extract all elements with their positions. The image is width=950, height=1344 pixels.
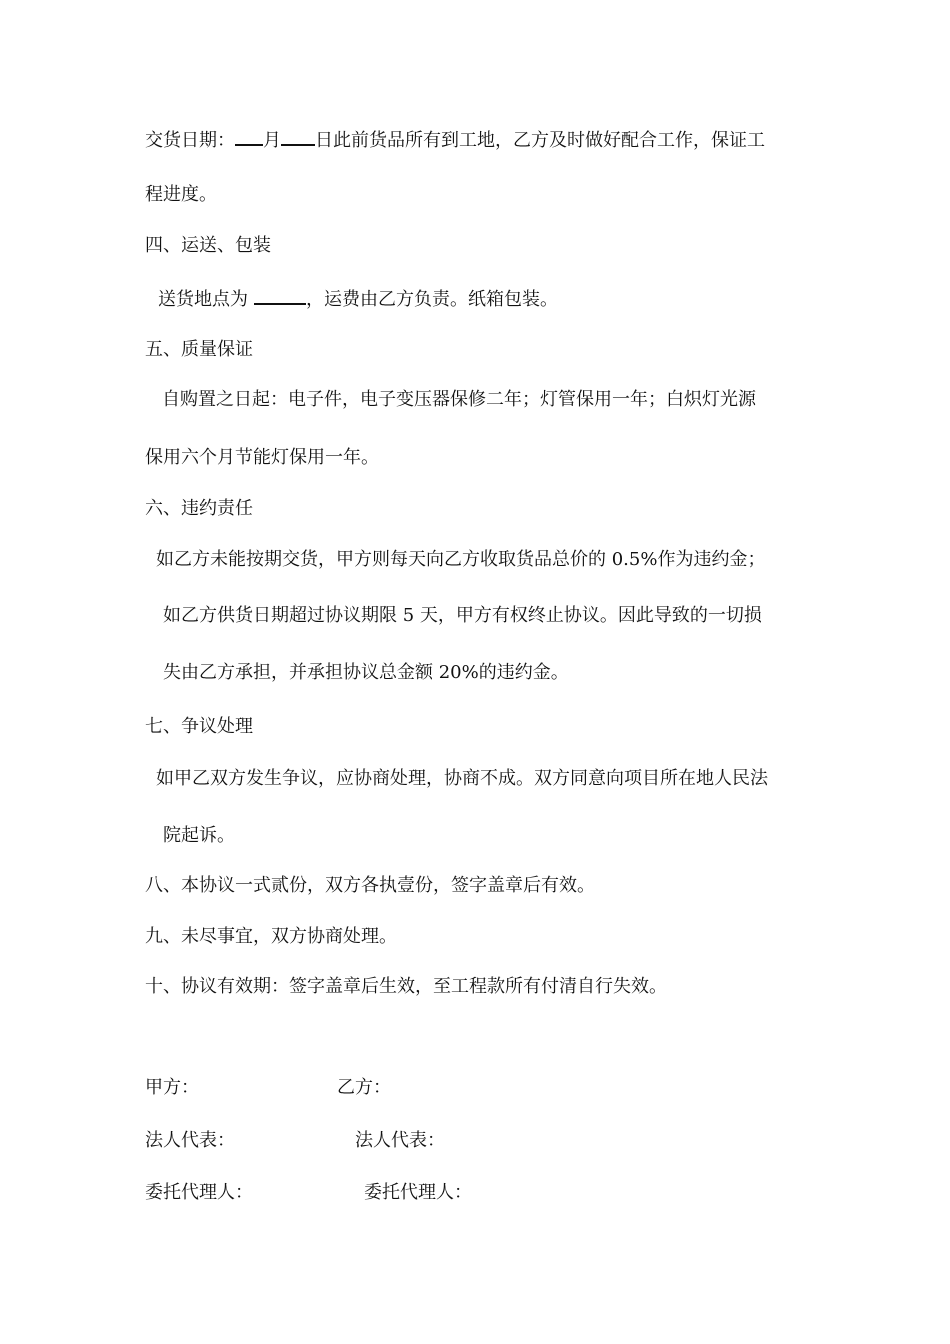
section-5-body-line-1: 自购置之日起：电子件，电子变压器保修二年；灯管保用一年；白炽灯光源 [162, 389, 756, 410]
section-6-body-line-1: 如乙方未能按期交货，甲方则每天向乙方收取货品总价的 0.5%作为违约金； [156, 549, 766, 570]
party-b-label: 乙方： [337, 1077, 391, 1098]
day-blank[interactable] [281, 126, 315, 146]
section-7-body-line-2: 院起诉。 [163, 825, 235, 846]
party-a-label: 甲方： [145, 1077, 199, 1098]
delivery-date-line [145, 126, 765, 153]
delivery-date-text-cont: 程进度。 [145, 184, 217, 205]
month-blank[interactable] [235, 126, 263, 146]
delivery-location-blank[interactable] [254, 285, 306, 305]
section-8: 八、本协议一式贰份，双方各执壹份，签字盖章后有效。 [145, 875, 595, 896]
section-4-heading: 四、运送、包装 [145, 235, 271, 256]
party-b-agent-label: 委托代理人： [364, 1182, 472, 1203]
section-6-body-line-2: 如乙方供货日期超过协议期限 5 天，甲方有权终止协议。因此导致的一切损 [163, 605, 762, 626]
delivery-location-label: 送货地点为 [158, 289, 248, 310]
section-6-body-line-3: 失由乙方承担，并承担协议总金额 20%的违约金。 [163, 662, 569, 683]
section-5-heading: 五、质量保证 [145, 339, 253, 360]
delivery-date-text: 日此前货品所有到工地，乙方及时做好配合工作，保证工 [315, 130, 765, 151]
delivery-date-label: 交货日期： [145, 130, 235, 151]
section-7-heading: 七、争议处理 [145, 716, 253, 737]
section-5-body-line-2: 保用六个月节能灯保用一年。 [145, 447, 379, 468]
section-4-body [158, 285, 558, 312]
party-b-legal-rep-label: 法人代表： [355, 1130, 445, 1151]
section-9: 九、未尽事宜，双方协商处理。 [145, 926, 397, 947]
section-6-heading: 六、违约责任 [145, 498, 253, 519]
party-a-legal-rep-label: 法人代表： [145, 1130, 235, 1151]
section-7-body-line-1: 如甲乙双方发生争议，应协商处理，协商不成。双方同意向项目所在地人民法 [156, 768, 768, 789]
month-label: 月 [263, 130, 281, 151]
section-10: 十、协议有效期：签字盖章后生效，至工程款所有付清自行失效。 [145, 976, 667, 997]
party-a-agent-label: 委托代理人： [145, 1182, 253, 1203]
shipping-text: ，运费由乙方负责。纸箱包装。 [306, 289, 558, 310]
